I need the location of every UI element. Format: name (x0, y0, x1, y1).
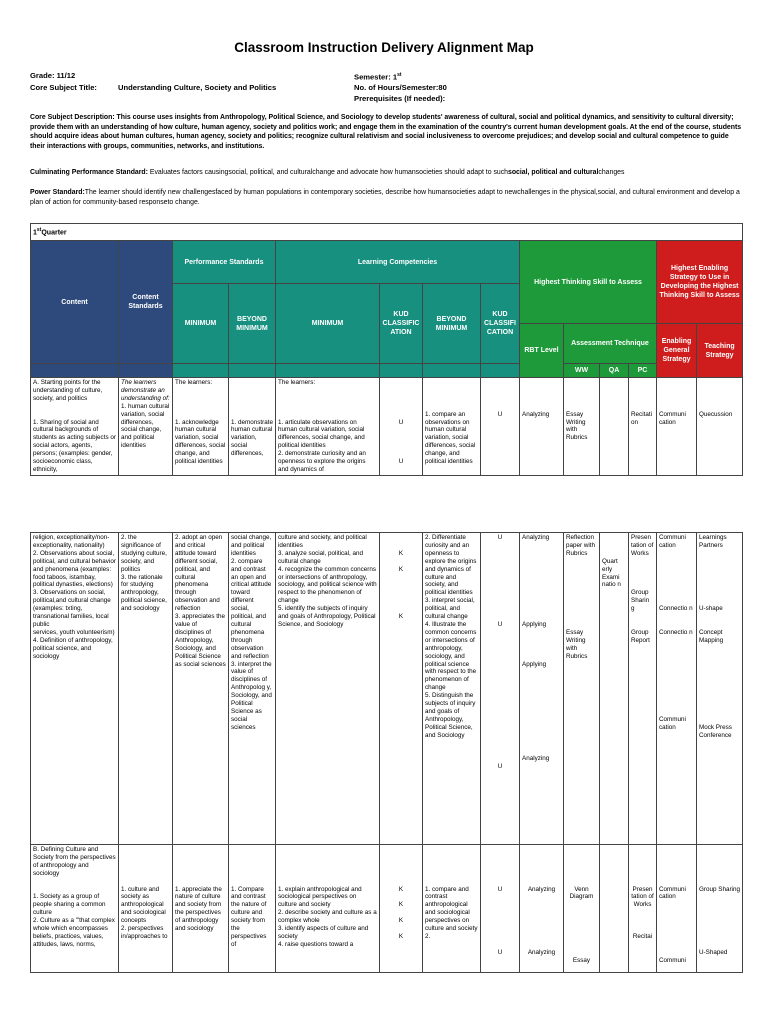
cell-kud-2: U U (481, 845, 520, 973)
header-rbt-level: RBT Level (520, 324, 564, 378)
header-teaching-strategy: Teaching Strategy (697, 324, 743, 378)
header-content-standards: Content Standards (119, 241, 173, 364)
header-content: Content (31, 241, 119, 364)
cell-lc-beyond: 1. compare an observations on human cultural variation, social differences, social change, and political identities (423, 378, 481, 476)
prerequisites-label: Prerequisites (If needed): (354, 94, 446, 103)
cell-lc-beyond: 1. compare and contrast anthropological and sociological perspectives on culture and society 2. (423, 845, 481, 973)
header-kud-1: KUD CLASSIFIC ATION (380, 284, 423, 364)
cell-content-standards: 2. the significance of studying culture, society, and politics 3. the rationale for studying anthropology, political science, and sociology (119, 533, 173, 845)
header-qa: QA (600, 364, 629, 378)
header-ps-minimum: MINIMUM (173, 284, 229, 364)
alignment-table-mid (30, 532, 743, 973)
header-spacer (31, 364, 119, 378)
cell-content: A. Starting points for the understanding of culture, society, and politics 1. Sharing of social and cultural backgrounds of students as acting subjects or social actors, agents, persons; (examples: gender, socioeconomic class, ethnicity, (31, 378, 119, 476)
cell-ww: Venn Diagram Essay (564, 845, 600, 973)
cell-rbt: Analyzing Analyzing (520, 845, 564, 973)
culminating-label: Culminating Performance Standard: (30, 169, 148, 176)
table-row (31, 845, 743, 973)
grade-label: Grade: 11/12 (30, 71, 76, 80)
power-label: Power Standard: (30, 189, 85, 196)
cell-ps-minimum: The learners: 1. acknowledge human cultural variation, social differences, social change, and political identities (173, 378, 229, 476)
cell-ps-beyond: 1. Compare and contrast the nature of culture and society from the perspectives of (229, 845, 276, 973)
cell-kud-1: K K K K (380, 845, 423, 973)
cell-teaching-strategy: Quecussion (697, 378, 743, 476)
cell-enabling-general: Communi cation Connectio n Connectio n Communi cation (657, 533, 697, 845)
header-spacer (173, 364, 229, 378)
core-description-label: Core Subject Description: (30, 114, 115, 121)
power-standard (30, 188, 742, 207)
cell-lc-minimum: culture and society, and political identities 3. analyze social, political, and cultural change 4. recognize the common concerns or intersections of anthropology, sociology, and political science with respect to the phenomenon of change 5. identify the subjects of inquiry and goals of Anthropology, Political Science, and Sociology (276, 533, 380, 845)
header-spacer (276, 364, 380, 378)
header-spacer (423, 364, 481, 378)
culminating-bold-tail: social, political and cultural (508, 169, 599, 176)
cell-enabling-general: Communi cation (657, 378, 697, 476)
core-description-text: This course uses insights from Anthropology, Political Science, and Sociology to develop students' awareness of cultural, social and political dynamics, and sensitivity to cultural diversity; provide them with an understanding of how culture, human agency, society and politics work; and engage them in the examination of the country's current human development goals. At the end of the course, students should acquire ideas about human cultures, human agency, society and politics; recognize cultural relativism and social inclusiveness to overcome prejudices; and develop social and cultural competence to guide their interactions with groups, communities, networks, and institutions. (30, 114, 742, 150)
header-highest-enabling: Highest Enabling Strategy to Use in Developing the Highest Thinking Skill to Assess (657, 241, 743, 324)
quarter-label: 1stQuarter (31, 224, 743, 241)
table-row (31, 533, 743, 845)
header-enabling-general: Enabling General Strategy (657, 324, 697, 378)
table-row (31, 378, 743, 476)
header-learning-competencies: Learning Competencies (276, 241, 520, 284)
cell-cs-intro: The learners demonstrate an understanding of: (121, 379, 170, 402)
cell-lc-minimum: The learners: 1. articulate observations on human cultural variation, social differences, social change, and political identities 2. demonstrate curiosity and an openness to explore the origins and dynamics of (276, 378, 380, 476)
cell-kud-2: U U U (481, 533, 520, 845)
cell-pc: Presen tation of Works Recitai (629, 845, 657, 973)
cell-rbt: Analyzing Applying Applying Analyzing (520, 533, 564, 845)
header-ww: WW (564, 364, 600, 378)
cell-qa (600, 845, 629, 973)
cell-content: religion, exceptionality/non-exceptionality, nationality) 2. Observations about social, political, and cultural behavior and phenomena (examples: food taboos, istambay, political dynasties, elections) 3. Observations on social, political,and cultural change (examples: txting, transnational families, local public services, youth volunteerism) 4. Definition of anthropology, political science, and sociology (31, 533, 119, 845)
cell-teaching-strategy: Learnings Partners U-shape Concept Mapping Mock Press Conference (697, 533, 743, 845)
header-highest-thinking: Highest Thinking Skill to Assess (520, 241, 657, 324)
cell-cs-body: 1. human cultural variation, social differences, social change, and political identities (121, 402, 170, 450)
culminating-text: Evaluates factors causingsocial, political, and culturalchange and advocate how humansocieties should adapt to such (147, 169, 509, 176)
header-lc-minimum: MINIMUM (276, 284, 380, 364)
cell-kud-2: U (481, 378, 520, 476)
header-performance-standards: Performance Standards (173, 241, 276, 284)
cell-ps-beyond: social change, and political identities 2. compare and contrast an open and critical attitude toward different social, political, and cultural phenomena through observation and reflection 3. interpret the value of disciplines of Anthropolog y, Sociology, and Political Science as social sciences (229, 533, 276, 845)
cell-content-standards (119, 378, 173, 476)
cell-pc: Presen tation of Works Group Sharin g Group Report (629, 533, 657, 845)
cell-ps-minimum: 2. adopt an open and critical attitude toward different social, political, and cultural phenomena through observation and reflection 3. appreciates the value of disciplines of Anthropology, Sociology, and Political Science as social sciences (173, 533, 229, 845)
cell-pc: Recitati on (629, 378, 657, 476)
cell-content-standards: 1. culture and society as anthropological and sociological concepts 2. perspectives in/approaches to (119, 845, 173, 973)
cell-lc-minimum: 1. explain anthropological and sociological perspectives on culture and society 2. describe society and culture as a complex whole 3. identify aspects of culture and society 4. raise questions toward a (276, 845, 380, 973)
culminating-standard (30, 168, 742, 178)
header-assessment-technique: Assessment Technique (564, 324, 657, 364)
cell-content: B. Defining Culture and Society from the perspectives of anthropology and sociology 1. Society as a group of people sharing a common culture 2. Culture as a "'that complex whole which encompasses beliefs, practices, values, attitudes, laws, norms, (31, 845, 119, 973)
page-title: Classroom Instruction Delivery Alignment Map (234, 40, 534, 55)
header-pc: PC (629, 364, 657, 378)
cell-ps-beyond: 1. demonstrate human cultural variation, social differences, (229, 378, 276, 476)
subject-title-label: Core Subject Title: (30, 83, 97, 92)
header-spacer (119, 364, 173, 378)
cell-kud-1: U U (380, 378, 423, 476)
core-description (30, 113, 742, 151)
cell-ww: Reflection paper with Rubrics Essay Writing with Rubrics (564, 533, 600, 845)
header-spacer (229, 364, 276, 378)
header-spacer (380, 364, 423, 378)
semester-label: Semester: 1st (354, 72, 402, 82)
cell-lc-beyond: 2. Differentiate curiosity and an openness to explore the origins and dynamics of culture and society, and political identities 3. interpret social, political, and cultural change 4. Illustrate the common concerns or intersections of anthropology, sociology, and political science with respect to the phenomenon of change 5. Distinguish the subjects of inquiry and goals of Anthropology, Political Science, and Sociology (423, 533, 481, 845)
header-kud-2: KUD CLASSIFI CATION (481, 284, 520, 364)
cell-qa (600, 378, 629, 476)
cell-ww: Essay Writing with Rubrics (564, 378, 600, 476)
cell-ps-minimum: 1. appreciate the nature of culture and society from the perspectives of anthropology and sociology (173, 845, 229, 973)
cell-enabling-general: Communi cation Communi (657, 845, 697, 973)
cell-rbt: Analyzing (520, 378, 564, 476)
alignment-table-top (30, 223, 743, 476)
cell-teaching-strategy: Group Sharing U-Shaped (697, 845, 743, 973)
header-spacer (481, 364, 520, 378)
cell-qa: Quart erly Exami natio n (600, 533, 629, 845)
power-text: The learner should identify new challengesfaced by human populations in contemporary societies, describe how humansocieties adapt to newchallenges in the physical,social, and cultural environment and develop a plan of action for community-based responseto change. (30, 189, 740, 206)
header-lc-beyond: BEYOND MINIMUM (423, 284, 481, 364)
header-ps-beyond: BEYOND MINIMUM (229, 284, 276, 364)
subject-title-value: Understanding Culture, Society and Politics (118, 83, 277, 92)
cell-kud-1: K K K (380, 533, 423, 845)
hours-label: No. of Hours/Semester:80 (354, 83, 447, 92)
culminating-tail: changes (598, 169, 625, 176)
